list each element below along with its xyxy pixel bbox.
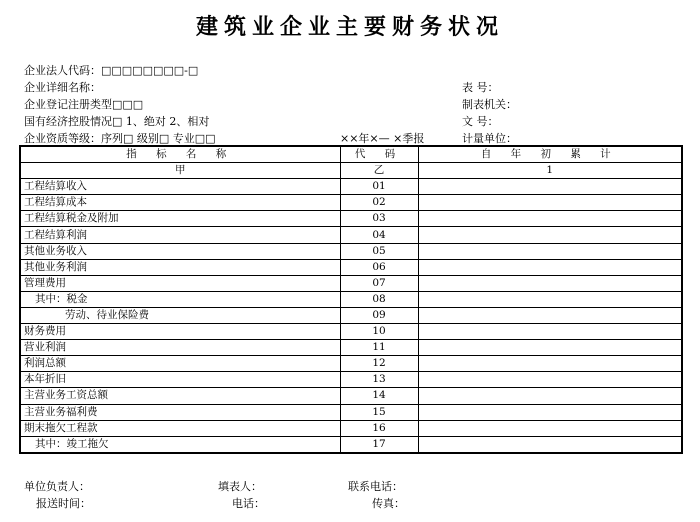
table-row bbox=[20, 372, 682, 388]
ytd-value-cell[interactable] bbox=[418, 227, 682, 243]
indicator-name: 其中：税金 bbox=[20, 291, 340, 307]
financial-table bbox=[19, 145, 683, 454]
ytd-value-cell[interactable] bbox=[418, 404, 682, 420]
ytd-value-cell[interactable] bbox=[418, 420, 682, 436]
table-row bbox=[20, 436, 682, 453]
ytd-value-cell[interactable] bbox=[418, 211, 682, 227]
indicator-code: 13 bbox=[340, 372, 418, 388]
indicator-code: 04 bbox=[340, 227, 418, 243]
full-name-label: 企业详细名称： bbox=[24, 81, 101, 94]
indicator-code: 10 bbox=[340, 324, 418, 340]
form-no-label: 表 号： bbox=[462, 81, 499, 94]
subheader-jia: 甲 bbox=[20, 163, 340, 179]
table-row bbox=[20, 388, 682, 404]
unit-label: 计量单位： bbox=[462, 132, 517, 145]
indicator-code: 08 bbox=[340, 291, 418, 307]
table-header-row bbox=[20, 146, 682, 163]
ytd-value-cell[interactable] bbox=[418, 324, 682, 340]
table-row bbox=[20, 340, 682, 356]
indicator-code: 12 bbox=[340, 356, 418, 372]
table-subheader-row bbox=[20, 163, 682, 179]
table-row bbox=[20, 243, 682, 259]
indicator-name: 工程结算收入 bbox=[20, 179, 340, 195]
ytd-value-cell[interactable] bbox=[418, 340, 682, 356]
indicator-name: 其他业务利润 bbox=[20, 259, 340, 275]
header-ytd-cumulative: 自 年 初 累 计 bbox=[418, 146, 682, 163]
ytd-value-cell[interactable] bbox=[418, 388, 682, 404]
legal-code-label: 企业法人代码：□□□□□□□□-□ bbox=[24, 64, 199, 77]
table-row bbox=[20, 307, 682, 323]
indicator-name: 工程结算税金及附加 bbox=[20, 211, 340, 227]
ytd-value-cell[interactable] bbox=[418, 307, 682, 323]
indicator-name: 利润总额 bbox=[20, 356, 340, 372]
indicator-name: 主营业务工资总额 bbox=[20, 388, 340, 404]
filler-label: 填表人： bbox=[218, 480, 262, 493]
indicator-name: 期末拖欠工程款 bbox=[20, 420, 340, 436]
state-control-label: 国有经济控股情况□ 1、绝对 2、相对 bbox=[24, 115, 210, 128]
indicator-code: 01 bbox=[340, 179, 418, 195]
indicator-code: 11 bbox=[340, 340, 418, 356]
report-period: ××年×— ×季报 bbox=[340, 132, 425, 145]
table-row bbox=[20, 420, 682, 436]
indicator-code: 14 bbox=[340, 388, 418, 404]
indicator-code: 05 bbox=[340, 243, 418, 259]
table-row bbox=[20, 259, 682, 275]
subheader-yi: 乙 bbox=[340, 163, 418, 179]
table-row bbox=[20, 356, 682, 372]
subheader-col1: 1 bbox=[418, 163, 682, 179]
indicator-name: 其中：竣工拖欠 bbox=[20, 436, 340, 453]
indicator-name: 工程结算成本 bbox=[20, 195, 340, 211]
table-row bbox=[20, 195, 682, 211]
indicator-code: 07 bbox=[340, 275, 418, 291]
indicator-name: 劳动、待业保险费 bbox=[20, 307, 340, 323]
ytd-value-cell[interactable] bbox=[418, 275, 682, 291]
indicator-name: 工程结算利润 bbox=[20, 227, 340, 243]
table-row bbox=[20, 291, 682, 307]
indicator-name: 财务费用 bbox=[20, 324, 340, 340]
indicator-code: 15 bbox=[340, 404, 418, 420]
table-row bbox=[20, 227, 682, 243]
ytd-value-cell[interactable] bbox=[418, 195, 682, 211]
indicator-code: 02 bbox=[340, 195, 418, 211]
doc-no-label: 文 号： bbox=[462, 115, 499, 128]
header-indicator-name: 指 标 名 称 bbox=[20, 146, 340, 163]
indicator-name: 营业利润 bbox=[20, 340, 340, 356]
ytd-value-cell[interactable] bbox=[418, 356, 682, 372]
header-code: 代 码 bbox=[340, 146, 418, 163]
indicator-code: 03 bbox=[340, 211, 418, 227]
table-row bbox=[20, 179, 682, 195]
page-title: 建筑业企业主要财务状况 bbox=[195, 15, 504, 40]
qualification-label: 企业资质等级：序列□ 级别□ 专业□□ bbox=[24, 132, 216, 145]
indicator-name: 其他业务收入 bbox=[20, 243, 340, 259]
indicator-code: 17 bbox=[340, 436, 418, 453]
table-row bbox=[20, 404, 682, 420]
contact-phone-label: 联系电话： bbox=[348, 480, 403, 493]
reg-type-label: 企业登记注册类型□□□ bbox=[24, 98, 144, 111]
ytd-value-cell[interactable] bbox=[418, 259, 682, 275]
indicator-name: 管理费用 bbox=[20, 275, 340, 291]
indicator-code: 06 bbox=[340, 259, 418, 275]
submit-time-label: 报送时间： bbox=[36, 497, 91, 510]
ytd-value-cell[interactable] bbox=[418, 372, 682, 388]
ytd-value-cell[interactable] bbox=[418, 436, 682, 453]
ytd-value-cell[interactable] bbox=[418, 291, 682, 307]
unit-head-label: 单位负责人： bbox=[24, 480, 90, 493]
indicator-code: 09 bbox=[340, 307, 418, 323]
ytd-value-cell[interactable] bbox=[418, 179, 682, 195]
table-row bbox=[20, 211, 682, 227]
table-row bbox=[20, 324, 682, 340]
indicator-code: 16 bbox=[340, 420, 418, 436]
fax-label: 传真： bbox=[372, 497, 405, 510]
ytd-value-cell[interactable] bbox=[418, 243, 682, 259]
issuer-label: 制表机关： bbox=[462, 98, 517, 111]
indicator-name: 主营业务福利费 bbox=[20, 404, 340, 420]
indicator-name: 本年折旧 bbox=[20, 372, 340, 388]
phone-label: 电话： bbox=[232, 497, 265, 510]
table-row bbox=[20, 275, 682, 291]
